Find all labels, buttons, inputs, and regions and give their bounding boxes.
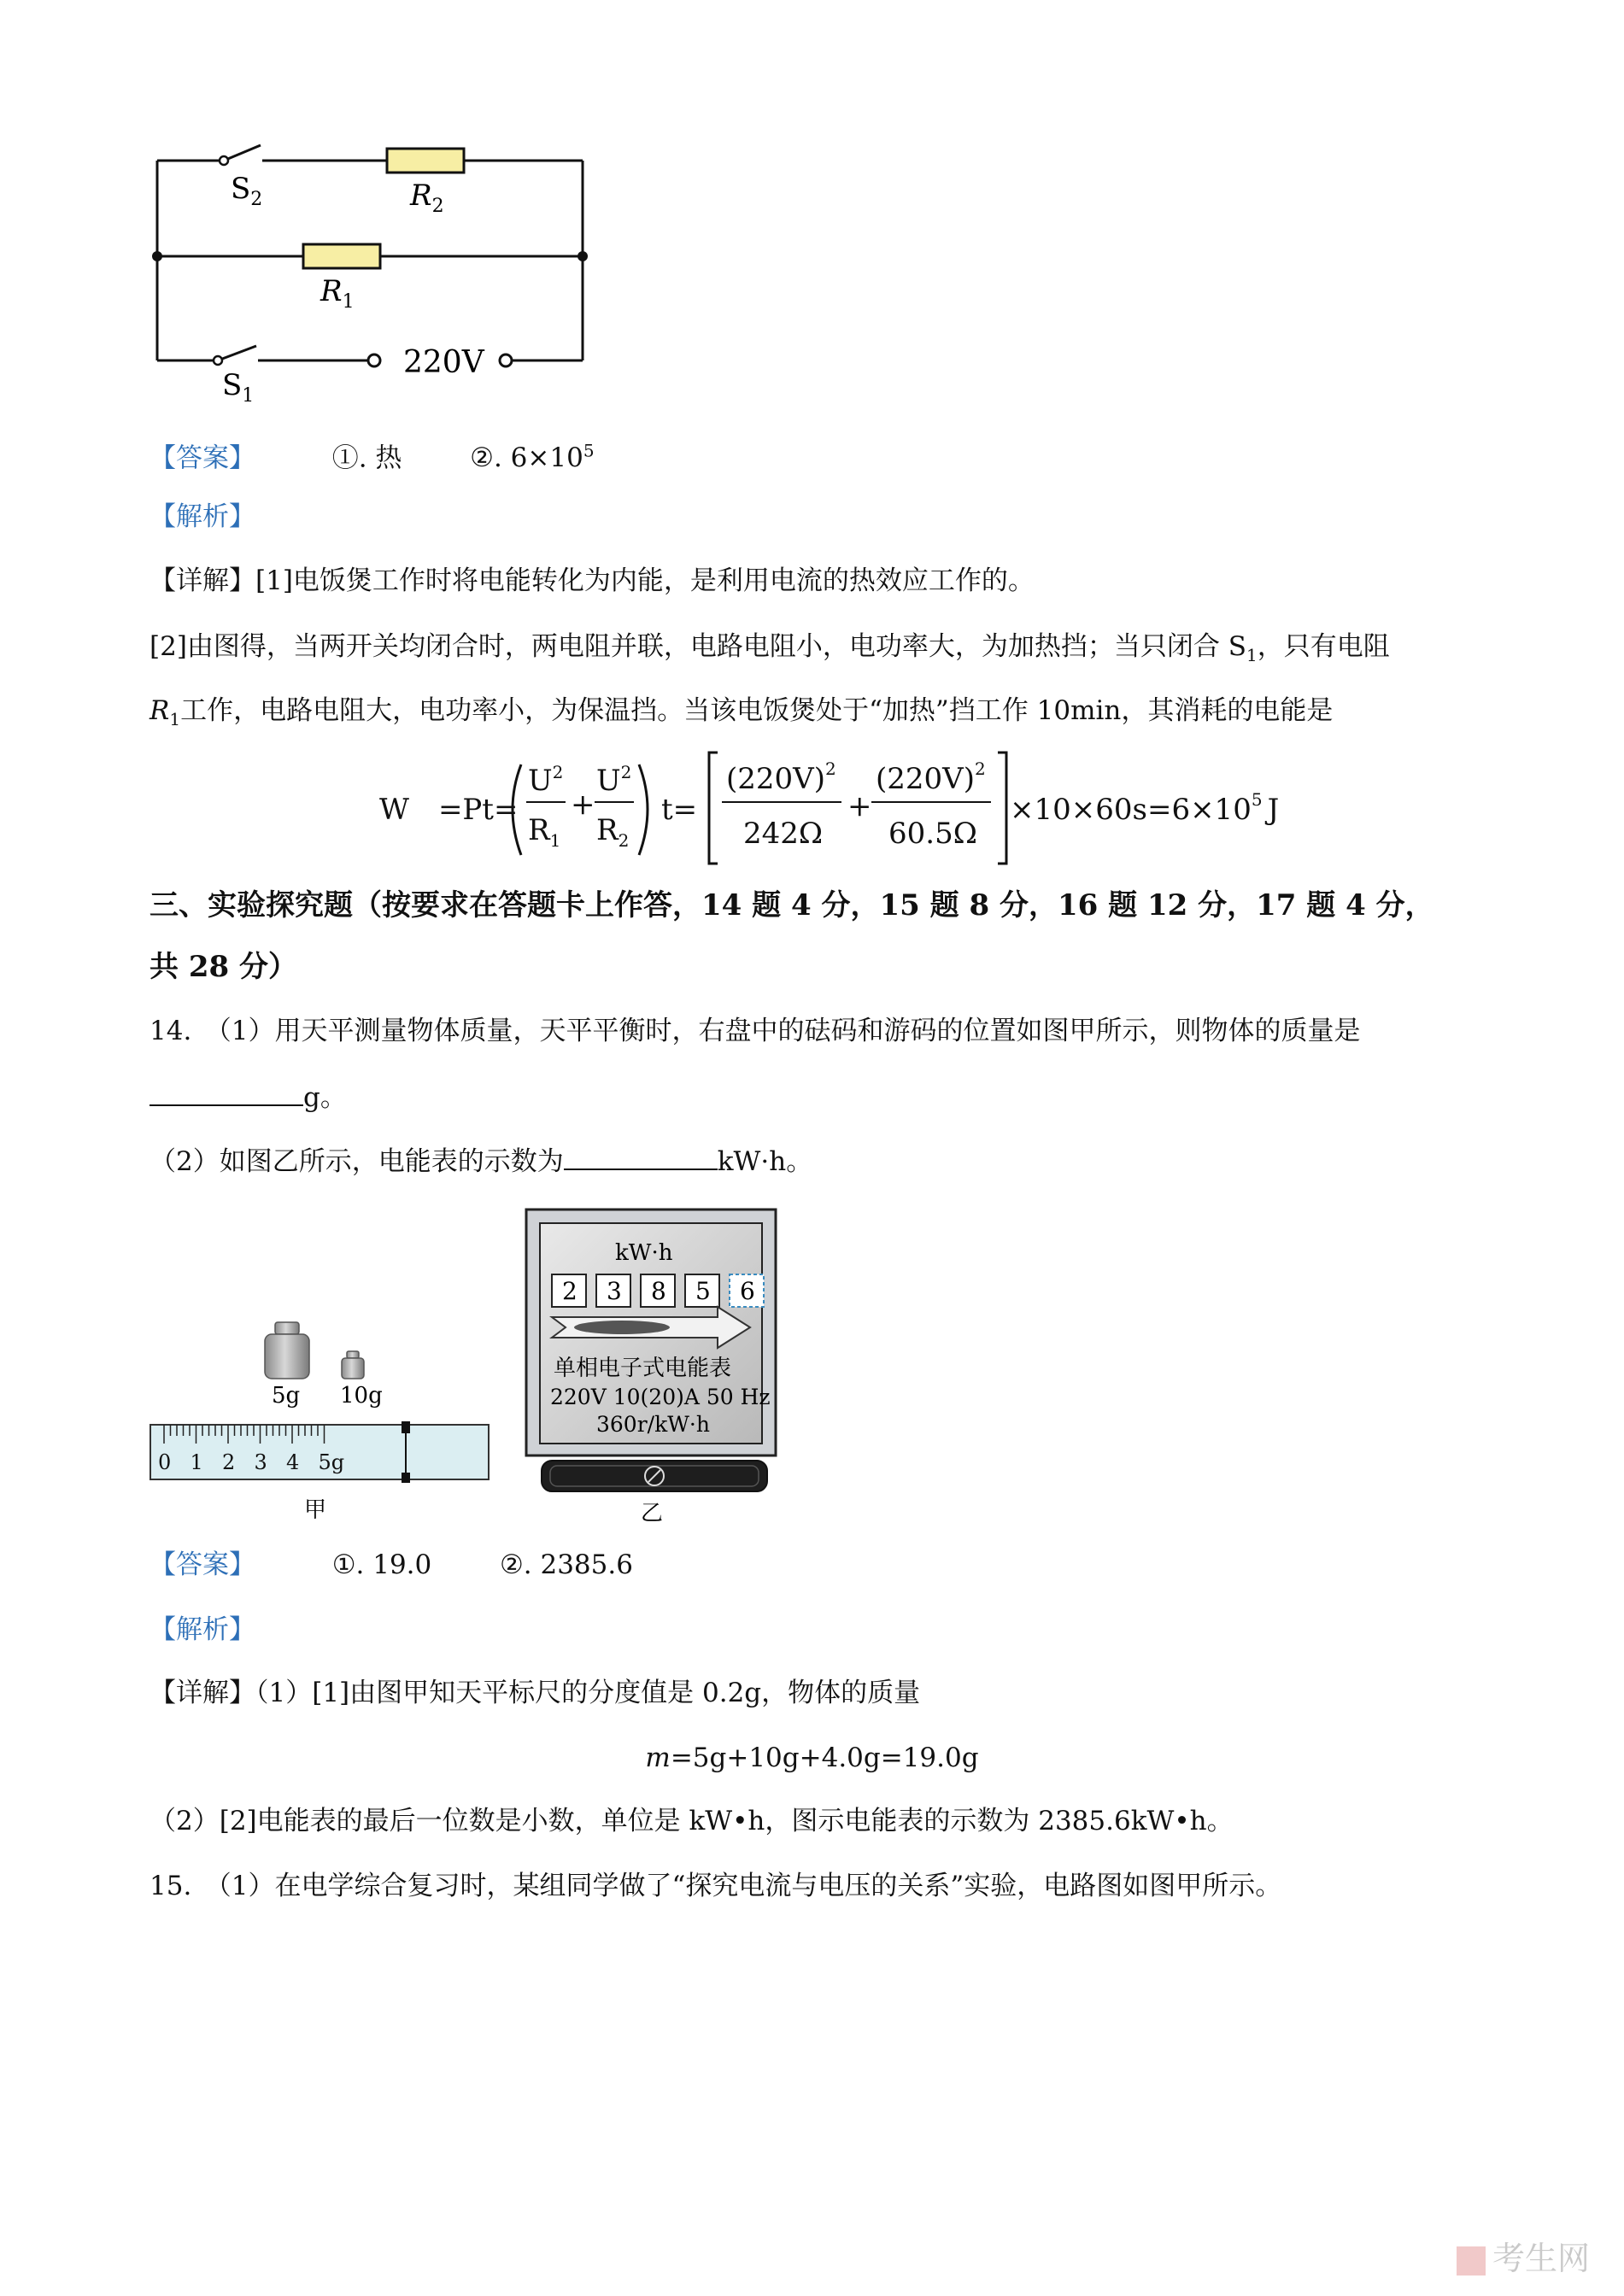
answer-blank-mass[interactable]: [150, 1081, 303, 1106]
q13-detail-1: 【详解】[1]电饭煲工作时将电能转化为内能，是利用电流的热效应工作的。: [150, 565, 1035, 596]
q14-answer-1: ①. 19.0: [331, 1549, 432, 1580]
section3-heading-line2: 共 28 分）: [150, 950, 297, 984]
meter-unit: kW·h: [615, 1240, 673, 1266]
weight-label-2: 10g: [340, 1383, 383, 1409]
ruler-tick-label: 0: [158, 1450, 172, 1474]
terminal-right: [500, 354, 512, 366]
svg-text:+: +: [571, 788, 595, 822]
label-r2: $R_2$: [410, 179, 444, 217]
svg-text:+: +: [847, 789, 872, 823]
watermark-logo-icon: [1457, 2246, 1486, 2276]
meter-desc-1: 单相电子式电能表: [554, 1356, 732, 1381]
terminal-left: [368, 354, 380, 366]
ruler-tick-label: 5g: [318, 1450, 345, 1474]
q14-answer-2: ②. 2385.6: [499, 1549, 633, 1580]
ruler-tick-label: 4: [286, 1450, 300, 1474]
q14-detail-2: （2）[2]电能表的最后一位数是小数，单位是 kW•h，图示电能表的示数为 2385.6kW•h。: [150, 1806, 1234, 1836]
circuit-diagram: [145, 137, 607, 410]
q13-answer-row: [150, 434, 595, 475]
q14-line1: 14. （1）用天平测量物体质量，天平平衡时，右盘中的砝码和游码的位置如图甲所示，则物体的质量是: [150, 1016, 1361, 1046]
meter-desc-3: 360r/kW·h: [596, 1412, 710, 1437]
svg-text:R2: $R_2$: [596, 813, 630, 851]
meter-digit: 8: [651, 1277, 666, 1305]
q13-detail-2-line1: [2]由图得，当两开关均闭合时，两电阻并联，电路电阻小，电功率大，为加热挡；当只闭合 $S_1$，只有电阻: [150, 631, 1390, 666]
weight-large: [265, 1322, 309, 1379]
svg-text:60.5Ω: 60.5Ω: [888, 817, 977, 851]
answer-blank-meter[interactable]: [564, 1145, 718, 1170]
q14-answer-row: [150, 1548, 633, 1582]
meter-digit: 3: [607, 1277, 622, 1305]
svg-text:242Ω: 242Ω: [743, 817, 824, 851]
q13-analysis-tag: 【解析】: [150, 501, 255, 532]
figure-yi-caption: 乙: [641, 1501, 664, 1526]
q15-line1: 15. （1）在电学综合复习时，某组同学做了“探究电流与电压的关系”实验，电路图如图甲所示。: [150, 1871, 1282, 1901]
q14-analysis-tag: 【解析】: [150, 1614, 255, 1645]
label-r1: $R_1$: [320, 274, 355, 313]
svg-text:(220V)2: $(220V)^2$: [876, 758, 986, 796]
q14-line2: g。: [150, 1081, 347, 1115]
q14-detail-1: 【详解】（1）[1]由图甲知天平标尺的分度值是 0.2g，物体的质量: [150, 1678, 921, 1708]
figure-jia-balance: [145, 1315, 504, 1523]
weight-label-1: 5g: [272, 1383, 301, 1409]
resistor-r2: [387, 149, 464, 173]
ruler-tick-label: 2: [222, 1450, 236, 1474]
svg-text:R1: $R_1$: [528, 813, 561, 851]
q14-equation: m=5g+10g+4.0g=19.0g: [645, 1742, 979, 1773]
ruler-tick-label: 3: [254, 1450, 267, 1474]
answer-tag: 【答案】: [150, 442, 255, 474]
q13-answer-1: ①. 热: [331, 442, 402, 474]
site-watermark: 考生网: [1457, 2232, 1590, 2279]
svg-text:U2: $U^2$: [528, 762, 564, 798]
energy-formula: [376, 747, 1280, 871]
svg-text:t=: t=: [661, 793, 698, 827]
q13-answer-2: ②. $6\times 10^5$: [470, 441, 595, 474]
section3-heading-line1: 三、实验探究题（按要求在答题卡上作答，14 题 4 分，15 题 8 分，16 题 12 分，17 题 4 分，: [150, 888, 1434, 922]
figure-jia-caption: 甲: [304, 1497, 327, 1523]
meter-desc-2: 220V 10(20)A 50 Hz: [550, 1385, 771, 1409]
q13-detail-2-line2: $R_1$工作，电路电阻大，电功率小，为保温挡。当该电饭煲处于“加热”挡工作 10min，其消耗的电能是: [150, 695, 1334, 730]
label-s1: $S_1$: [222, 368, 255, 407]
meter-digit: 2: [562, 1277, 577, 1305]
resistor-r1: [303, 244, 380, 268]
formula-lhs: W =Pt=: [379, 793, 519, 827]
answer-tag: 【答案】: [150, 1549, 255, 1580]
weight-small: [342, 1351, 364, 1379]
meter-digit: 6: [740, 1277, 755, 1305]
meter-digit: 5: [695, 1277, 711, 1305]
svg-text:(220V)2: $(220V)^2$: [726, 758, 836, 796]
ruler-tick-label: 1: [190, 1450, 203, 1474]
q14-line3: （2）如图乙所示，电能表的示数为 kW·h。: [150, 1146, 813, 1177]
label-s2: $S_2$: [231, 172, 263, 210]
label-voltage: 220V: [403, 345, 484, 380]
figure-yi-energy-meter: [521, 1204, 794, 1525]
svg-text:U2: $U^2$: [596, 762, 632, 798]
svg-text:×10×60s=6×105J: $\times 10\times 60s=6\times 10^5$ J: [1010, 789, 1280, 827]
